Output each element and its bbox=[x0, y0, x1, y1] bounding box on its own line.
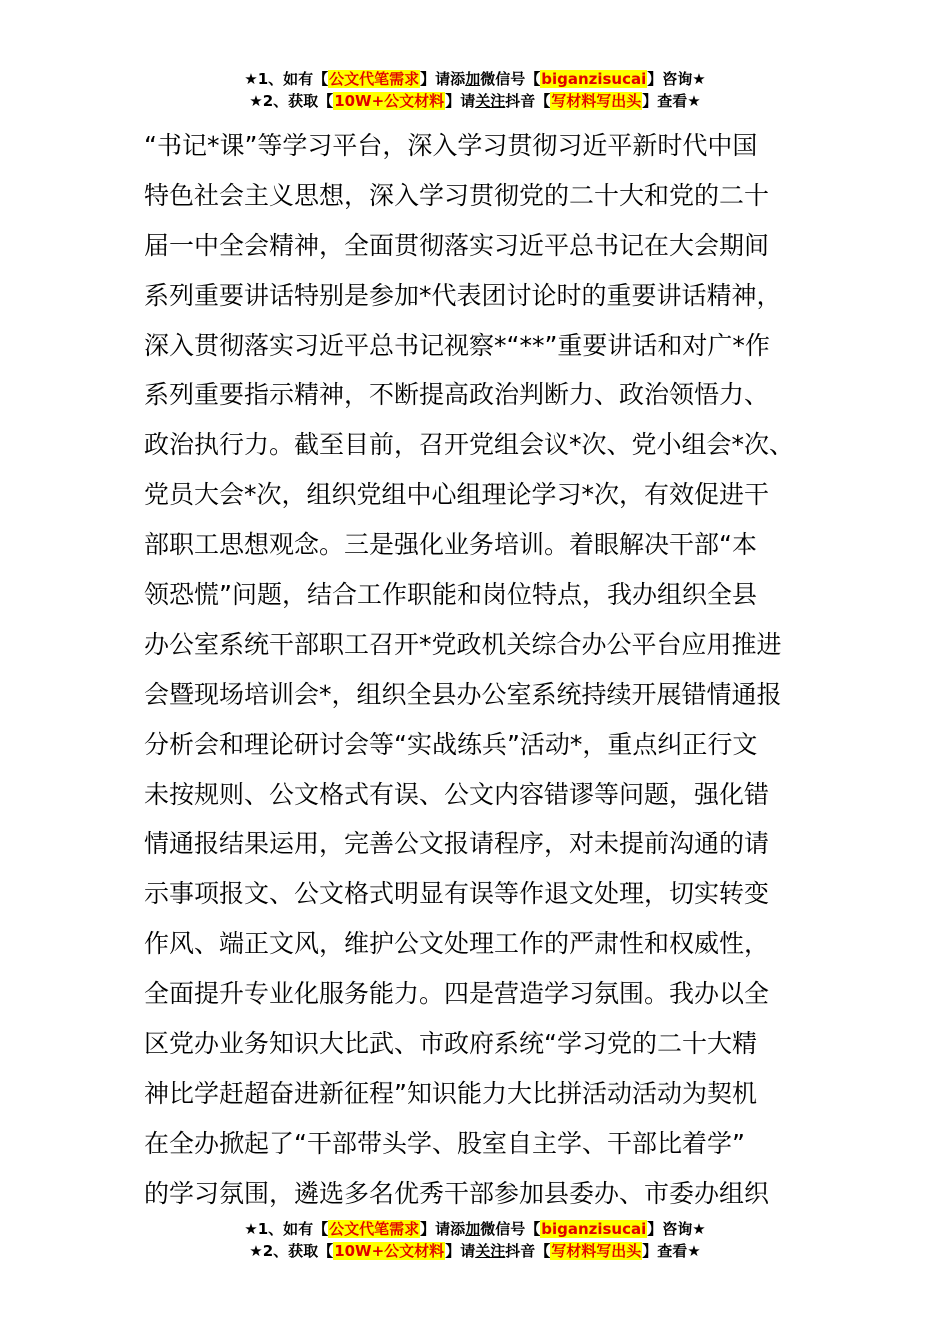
document-body bbox=[144, 121, 824, 1219]
banner-line-1: ★1、如有【公文代笔需求】请添加微信号【biganzisucai】咨询★ bbox=[244, 70, 706, 88]
body-line: 的学习氛围，遴选多名优秀干部参加县委办、市委办组织 bbox=[144, 1178, 770, 1208]
banner-line-2: ★2、获取【10W+公文材料】请关注抖音【写材料写出头】查看★ bbox=[249, 92, 701, 110]
body-line: 区党办业务知识大比武、市政府系统“学习党的二十大精 bbox=[144, 1029, 757, 1059]
body-line: 作风、端正文风，维护公文处理工作的严肃性和权威性， bbox=[144, 929, 770, 959]
body-line: 特色社会主义思想，深入学习贯彻党的二十大和党的二十 bbox=[144, 180, 770, 210]
banner-line-1: ★1、如有【公文代笔需求】请添加微信号【biganzisucai】咨询★ bbox=[244, 1220, 706, 1238]
body-line: 办公室系统干部职工召开*党政机关综合办公平台应用推进 bbox=[144, 629, 782, 659]
body-line: 情通报结果运用，完善公文报请程序，对未提前沟通的请 bbox=[144, 829, 770, 859]
body-line: 政治执行力。截至目前，召开党组会议*次、党小组会*次、 bbox=[144, 430, 795, 460]
body-line: 系列重要指示精神，不断提高政治判断力、政治领悟力、 bbox=[144, 380, 770, 410]
body-line: “书记*课”等学习平台，深入学习贯彻习近平新时代中国 bbox=[144, 131, 758, 160]
body-line: 党员大会*次，组织党组中心组理论学习*次，有效促进干 bbox=[144, 480, 770, 510]
body-line: 分析会和理论研讨会等“实战练兵”活动*，重点纠正行文 bbox=[144, 729, 758, 759]
banner-line-2: ★2、获取【10W+公文材料】请关注抖音【写材料写出头】查看★ bbox=[249, 1242, 701, 1260]
body-line: 系列重要讲话特别是参加*代表团讨论时的重要讲话精神， bbox=[144, 280, 782, 310]
body-line: 领恐慌”问题，结合工作职能和岗位特点，我办组织全县 bbox=[144, 580, 757, 610]
highlight-materials: 10W+公文材料 bbox=[334, 92, 445, 110]
body-line: 神比学赶超奋进新征程”知识能力大比拼活动活动为契机 bbox=[144, 1078, 757, 1108]
highlight-service: 公文代笔需求 bbox=[329, 70, 420, 88]
body-line: 会暨现场培训会*，组织全县办公室系统持续开展错情通报 bbox=[144, 679, 782, 709]
body-line: 全面提升专业化服务能力。四是营造学习氛围。我办以全 bbox=[144, 979, 770, 1009]
highlight-materials: 10W+公文材料 bbox=[334, 1242, 445, 1260]
body-line: 届一中全会精神，全面贯彻落实习近平总书记在大会期间 bbox=[144, 230, 770, 260]
body-line: 示事项报文、公文格式明显有误等作退文处理，切实转变 bbox=[144, 879, 770, 909]
highlight-wechat-id: biganzisucai bbox=[541, 1220, 647, 1238]
body-line: 部职工思想观念。三是强化业务培训。着眼解决干部“本 bbox=[144, 530, 757, 560]
highlight-wechat-id: biganzisucai bbox=[541, 70, 647, 88]
footer-banner bbox=[0, 1218, 950, 1262]
highlight-douyin: 写材料写出头 bbox=[551, 92, 642, 110]
body-line: 深入贯彻落实习近平总书记视察*“**”重要讲话和对广*作 bbox=[144, 330, 770, 360]
header-banner bbox=[0, 68, 950, 112]
body-line: 未按规则、公文格式有误、公文内容错谬等问题，强化错 bbox=[144, 779, 770, 809]
highlight-service: 公文代笔需求 bbox=[329, 1220, 420, 1238]
body-line: 在全办掀起了“干部带头学、股室自主学、干部比着学” bbox=[144, 1128, 745, 1158]
highlight-douyin: 写材料写出头 bbox=[551, 1242, 642, 1260]
